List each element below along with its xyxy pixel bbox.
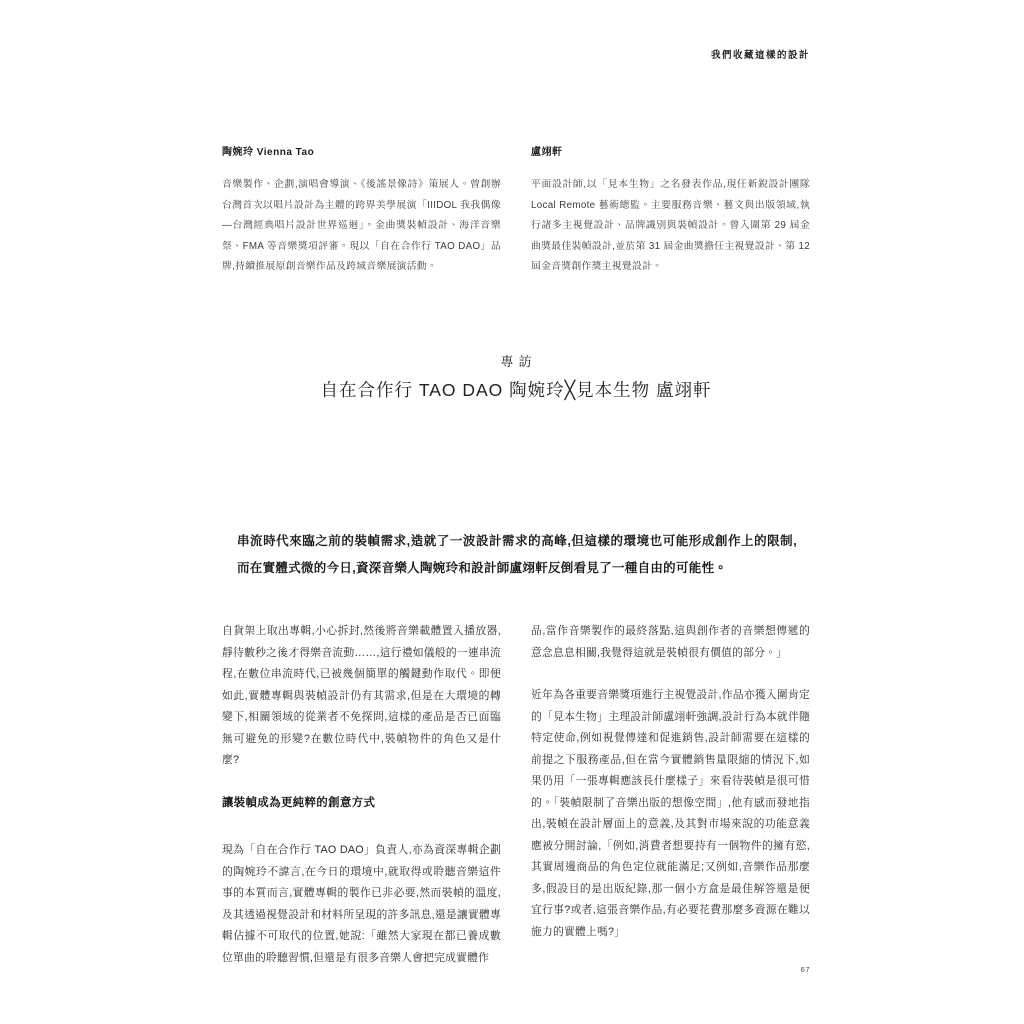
bio-name-lu-yihsuan: 盧翊軒 (531, 147, 563, 158)
bio-name-tao-wanling: 陶婉玲 Vienna Tao (222, 147, 315, 158)
paragraph: 近年為各重要音樂獎項進行主視覺設計,作品亦獲入圍肯定的「見本生物」主理設計師盧翊軒強調,設計行為本就伴隨特定使命,例如視覺傳達和促進銷售,設計師需要在這樣的前提之下服務產品,但在當今實體銷售量限縮的情況下,如果仍用「一張專輯應該長什麼樣子」來看待裝幀是很可惜的。「裝幀限制了音樂出版的想像空間」,他有感而發地指出,裝幀在設計層面上的意義,及其對市場來說的功能意義應被分開討論,「例如,消費者想要持有一個物件的擁有慾,其實周邊商品的角色定位就能滿足;又例如,音樂作品那麼多,假設目的是出版紀錄,那一個小方盒是最佳解答還是便宜行事?或者,這張音樂作品,有必要花費那麼多資源在難以施力的實體上嗎?」 (531, 689, 810, 938)
body-column-right (531, 621, 810, 990)
paragraph: 品,當作音樂製作的最終落點,這與創作者的音樂想傳遞的意念息息相關,我覺得這就是裝幀很有價值的部分。」 (531, 625, 810, 659)
body-column-left (222, 621, 501, 990)
article-standfirst: 串流時代來臨之前的裝幀需求,造就了一波設計需求的高峰,但這樣的環境也可能形成創作上的限制,而在實體式微的今日,資深音樂人陶婉玲和設計師盧翊軒反倒看見了一種自由的可能性。 (237, 534, 797, 575)
bio-lu-yihsuan (531, 143, 810, 278)
section-heading: 讓裝幀成為更純粹的創意方式 (222, 796, 376, 809)
bio-text-lu-yihsuan: 平面設計師,以「見本生物」之名發表作品,現任新銳設計團隊 Local Remote 藝術總監。主要服務音樂、藝文與出版領域,執行諸多主視覺設計、品牌識別與裝幀設計。曾入圍第 29 屆金曲獎最佳裝幀設計,並於第 31 屆金曲獎擔任主視覺設計、第 12 屆金音獎創作獎主視覺設計。 (531, 179, 810, 272)
paragraph: 現為「自在合作行 TAO DAO」負責人,亦為資深專輯企劃的陶婉玲不諱言,在今日的環境中,就取得或聆聽音樂這件事的本質而言,實體專輯的製作已非必要,然而裝幀的溫度,及其透過視覺設計和材料所呈現的許多訊息,還是讓實體專輯佔據不可取代的位置,她說:「雖然大家現在都已養成數位單曲的聆聽習慣,但還是有很多音樂人會把完成實體作 (222, 844, 501, 964)
article-kicker: 專訪 (500, 354, 537, 369)
bio-text-tao-wanling: 音樂製作、企劃,演唱會導演、《後謠景像詩》策展人。曾創辦台灣首次以唱片設計為主體的跨界美學展演「IIIDOL 我我偶像—台灣經典唱片設計世界巡迴」。金曲獎裝幀設計、海洋音樂祭、FMA 等音樂獎項評審。現以「自在合作行 TAO DAO」品牌,持續推展原創音樂作品及跨域音樂展演活動。 (222, 179, 501, 272)
article-title-block (222, 351, 810, 402)
article-body (222, 621, 810, 990)
paragraph: 自貨架上取出專輯,小心拆封,然後將音樂載體置入播放器,靜待數秒之後才得樂音流動……,這行禮如儀般的一連串流程,在數位串流時代,已被幾個簡單的觸鍵動作取代。即便如此,實體專輯與裝幀設計仍有其需求,但是在大環境的轉變下,相關領域的從業者不免探問,這樣的產品是否已面臨無可避免的形變?在數位時代中,裝幀物件的角色又是什麼? (222, 625, 501, 766)
page-number: 67 (800, 965, 810, 974)
bio-section (222, 143, 810, 278)
bio-tao-wanling (222, 143, 501, 278)
article-title: 自在合作行 TAO DAO 陶婉玲╳見本生物 盧翊軒 (320, 380, 712, 400)
running-header: 我們收藏這樣的設計 (710, 50, 810, 61)
